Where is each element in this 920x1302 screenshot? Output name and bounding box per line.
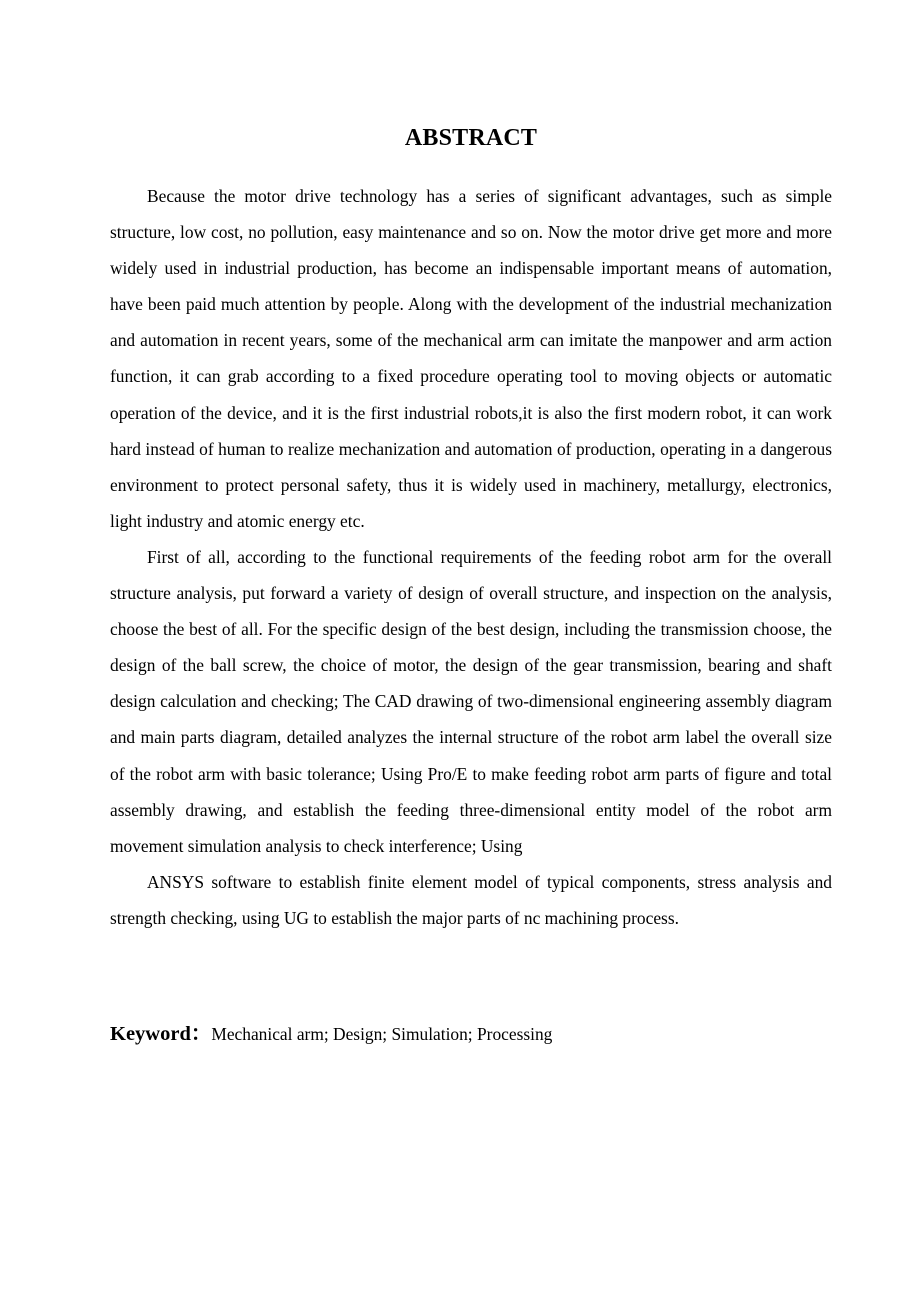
abstract-paragraph-1: Because the motor drive technology has a series of significant advantages, such as simple structure, low cost, no pollution, easy maintenance and so on. Now the motor drive get more and more widely used in industrial production, has become an indispensable important means of automation, have been paid much attention by people. Along with the development of the industrial mechanization and automation in recent years, some of the mechanical arm can imitate the manpower and arm action function, it can grab according to a fixed procedure operating tool to moving objects or automatic operation of the device, and it is the first industrial robots,it is also the first modern robot, it can work hard instead of human to realize mechanization and automation of production, operating in a dangerous environment to protect personal safety, thus it is widely used in machinery, metallurgy, electronics, light industry and atomic energy etc. [110, 186, 832, 531]
keyword-values: Mechanical arm; Design; Simulation; Processing [211, 1024, 553, 1044]
keyword-line [110, 1016, 832, 1054]
abstract-body [110, 178, 832, 936]
abstract-paragraph-2: First of all, according to the functional requirements of the feeding robot arm for the overall structure analysis, put forward a variety of design of overall structure, and inspection on the analysis, choose the best of all. For the specific design of the best design, including the transmission choose, the design of the ball screw, the choice of motor, the design of the gear transmission, bearing and shaft design calculation and checking; The CAD drawing of two-dimensional engineering assembly diagram and main parts diagram, detailed analyzes the internal structure of the robot arm label the overall size of the robot arm with basic tolerance; Using Pro/E to make feeding robot arm parts of figure and total assembly drawing, and establish the feeding three-dimensional entity model of the robot arm movement simulation analysis to check interference; Using [110, 546, 832, 856]
keyword-label: Keyword： [110, 1023, 212, 1045]
abstract-title: ABSTRACT [404, 125, 538, 151]
abstract-paragraph-3: ANSYS software to establish finite element model of typical components, stress analysis and strength checking, using UG to establish the major parts of nc machining process. [110, 871, 832, 928]
